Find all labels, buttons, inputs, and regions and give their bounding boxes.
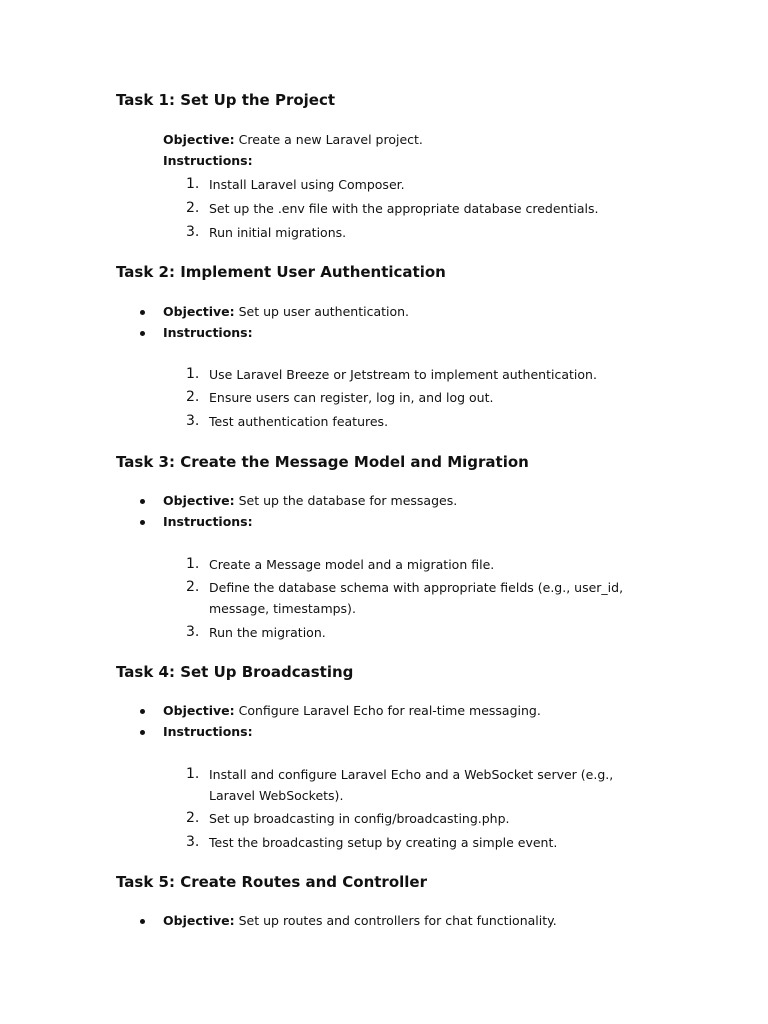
step-number: 2.	[186, 200, 200, 216]
objective-label: Objective:	[163, 913, 235, 928]
step-number: 2.	[186, 579, 200, 595]
objective-label: Objective:	[163, 132, 235, 147]
step-text: Set up the .env file with the appropriate database credentials.	[209, 201, 599, 216]
objective-text: Set up user authentication.	[238, 304, 410, 319]
objective-label: Objective:	[163, 703, 235, 718]
task-1-heading: Task 1: Set Up the Project	[116, 91, 336, 109]
task-4-heading: Task 4: Set Up Broadcasting	[116, 663, 354, 681]
step-text: Define the database schema with appropriate fields (e.g., user_id, message, timestamps).	[209, 580, 624, 616]
objective-label: Objective:	[163, 493, 235, 508]
step-number: 1.	[186, 766, 200, 782]
objective-text: Create a new Laravel project.	[238, 132, 423, 147]
step-number: 3.	[186, 624, 200, 640]
step-text: Ensure users can register, log in, and log out.	[209, 390, 494, 405]
instructions-label: Instructions:	[163, 514, 253, 529]
task-2-instructions-label	[163, 324, 253, 342]
task-2-heading: Task 2: Implement User Authentication	[116, 263, 446, 281]
step-text: Test authentication features.	[209, 414, 389, 429]
step-text: Run the migration.	[209, 625, 326, 640]
task-5-heading: Task 5: Create Routes and Controller	[116, 873, 427, 891]
task-5-objective	[163, 912, 557, 930]
instructions-label: Instructions:	[163, 325, 253, 340]
task-1-objective	[163, 131, 423, 149]
step-text: Set up broadcasting in config/broadcasting.php.	[209, 811, 510, 826]
instructions-label: Instructions:	[163, 724, 253, 739]
bullet-icon	[140, 331, 145, 336]
bullet-icon	[140, 919, 145, 924]
step-text: Install and configure Laravel Echo and a WebSocket server (e.g., Laravel WebSockets).	[209, 767, 614, 803]
objective-text: Set up the database for messages.	[238, 493, 458, 508]
instructions-label: Instructions:	[163, 153, 253, 168]
step-number: 2.	[186, 389, 200, 405]
step-number: 2.	[186, 810, 200, 826]
task-4-instructions-label	[163, 723, 253, 741]
step-number: 3.	[186, 413, 200, 429]
objective-label: Objective:	[163, 304, 235, 319]
step-number: 1.	[186, 556, 200, 572]
bullet-icon	[140, 520, 145, 525]
bullet-icon	[140, 310, 145, 315]
step-number: 3.	[186, 224, 200, 240]
bullet-icon	[140, 730, 145, 735]
step-text: Test the broadcasting setup by creating a simple event.	[209, 835, 558, 850]
task-1-instructions-label	[163, 152, 253, 170]
objective-text: Configure Laravel Echo for real-time messaging.	[238, 703, 541, 718]
task-3-heading: Task 3: Create the Message Model and Migration	[116, 453, 529, 471]
bullet-icon	[140, 499, 145, 504]
task-2-objective	[163, 303, 409, 321]
step-text: Create a Message model and a migration file.	[209, 557, 495, 572]
step-text: Run initial migrations.	[209, 225, 347, 240]
step-number: 1.	[186, 176, 200, 192]
step-number: 3.	[186, 834, 200, 850]
objective-text: Set up routes and controllers for chat functionality.	[238, 913, 557, 928]
step-text: Use Laravel Breeze or Jetstream to implement authentication.	[209, 367, 597, 382]
task-3-objective	[163, 492, 457, 510]
step-number: 1.	[186, 366, 200, 382]
step-text: Install Laravel using Composer.	[209, 177, 405, 192]
bullet-icon	[140, 709, 145, 714]
task-4-objective	[163, 702, 541, 720]
task-3-instructions-label	[163, 513, 253, 531]
